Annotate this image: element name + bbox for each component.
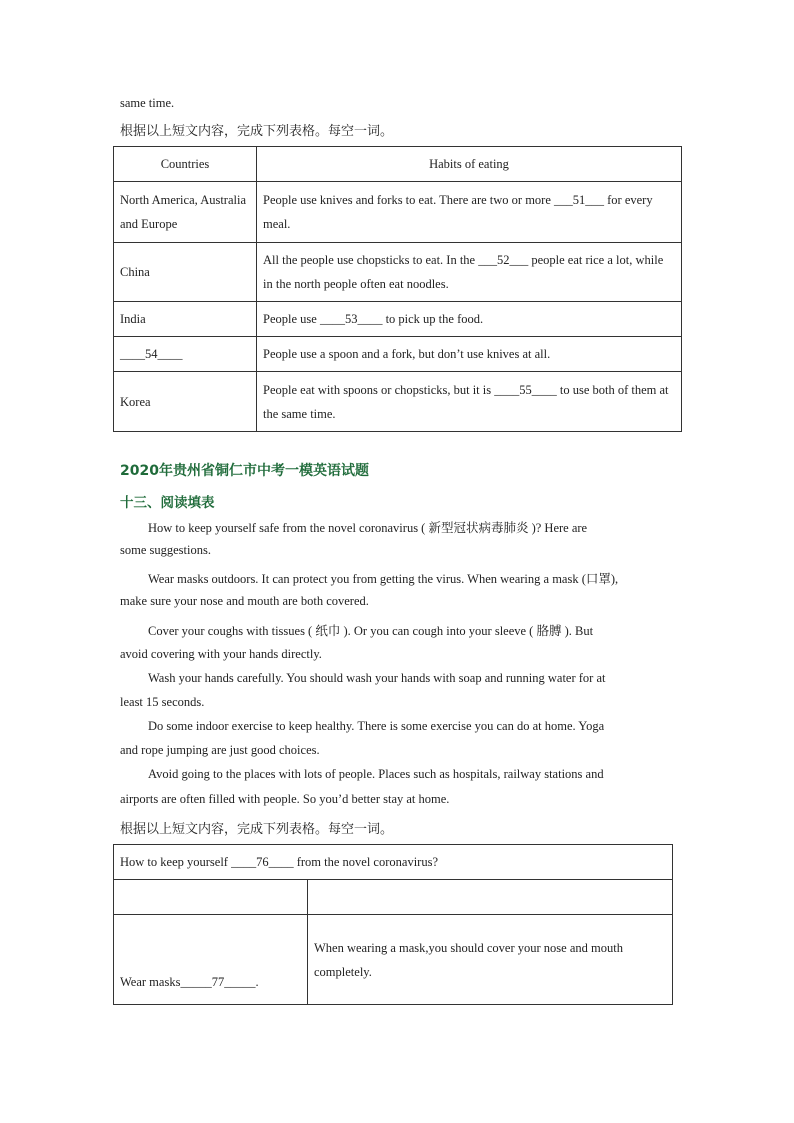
mask-instruction-cell: When wearing a mask,you should cover your nose and mouth completely. bbox=[308, 915, 673, 1005]
blank-76[interactable]: ____76____ bbox=[231, 855, 294, 869]
blank-51[interactable]: ___51___ bbox=[554, 193, 604, 207]
paragraph-2-line-2: make sure your nose and mouth are both covered. bbox=[120, 594, 369, 608]
question-text: How to keep yourself bbox=[120, 855, 232, 869]
paragraph-4-line-2: least 15 seconds. bbox=[120, 695, 205, 709]
coronavirus-table bbox=[113, 844, 673, 1005]
table-header-row bbox=[114, 147, 682, 182]
table-row bbox=[114, 302, 682, 337]
same-time-text: same time. bbox=[120, 96, 175, 110]
empty-cell bbox=[308, 880, 673, 915]
period-text: . bbox=[255, 975, 259, 989]
habit-cell: People use a spoon and a fork, but don’t use knives at all. bbox=[257, 337, 682, 372]
question-text: from the novel coronavirus? bbox=[293, 855, 438, 869]
paragraph-3-line-2: avoid covering with your hands directly. bbox=[120, 647, 322, 661]
habit-text: to pick up the food. bbox=[382, 312, 484, 326]
blank-52[interactable]: ___52___ bbox=[478, 253, 529, 267]
blank-77[interactable]: _____77_____ bbox=[180, 975, 256, 989]
country-cell: China bbox=[114, 243, 257, 302]
country-cell: Korea bbox=[114, 372, 257, 432]
table-row bbox=[114, 337, 682, 372]
habit-cell bbox=[257, 302, 682, 337]
question-cell bbox=[114, 845, 673, 880]
instruction-2: 根据以上短文内容，完成下列表格。每空一词。 bbox=[120, 822, 394, 837]
country-cell: North America, Australia and Europe bbox=[114, 182, 257, 243]
habit-cell bbox=[257, 243, 682, 302]
table-row bbox=[114, 182, 682, 243]
habit-text: People use knives and forks to eat. There are two or more bbox=[263, 193, 554, 207]
paragraph-5-line-1: Do some indoor exercise to keep healthy. There is some exercise you can do at home. Yoga bbox=[148, 719, 605, 733]
eating-habits-table bbox=[113, 146, 682, 432]
header-habits: Habits of eating bbox=[257, 147, 682, 182]
habit-cell bbox=[257, 182, 682, 243]
country-blank-54[interactable]: ____54____ bbox=[114, 337, 257, 372]
wear-masks-text: Wear masks bbox=[120, 975, 181, 989]
habit-text: All the people use chopsticks to eat. In the bbox=[263, 253, 479, 267]
paragraph-1-line-2: some suggestions. bbox=[120, 543, 211, 557]
paragraph-5-line-2: and rope jumping are just good choices. bbox=[120, 743, 320, 757]
habit-text: People eat with spoons or chopsticks, but it is bbox=[263, 382, 495, 397]
empty-cell bbox=[114, 880, 308, 915]
habit-cell bbox=[257, 372, 682, 432]
section-title: 2020年贵州省铜仁市中考一模英语试题 bbox=[120, 463, 369, 479]
wear-masks-cell bbox=[114, 915, 308, 1005]
paragraph-6-line-2: airports are often filled with people. So you’d better stay at home. bbox=[120, 792, 450, 806]
table-row bbox=[114, 372, 682, 432]
blank-53[interactable]: ____53____ bbox=[319, 312, 383, 326]
paragraph-3-line-1: Cover your coughs with tissues ( 纸巾 ). Or you can cough into your sleeve ( 胳膊 ). But bbox=[148, 624, 594, 638]
country-cell: India bbox=[114, 302, 257, 337]
paragraph-2-line-1: Wear masks outdoors. It can protect you from getting the virus. When wearing a mask (口罩), bbox=[148, 572, 619, 586]
habit-text: People use bbox=[263, 312, 320, 326]
paragraph-4-line-1: Wash your hands carefully. You should wash your hands with soap and running water for at bbox=[148, 671, 606, 685]
habit-text: to use both of them at the same time. bbox=[263, 382, 669, 421]
table-row bbox=[114, 915, 673, 1005]
blank-55[interactable]: ____55____ bbox=[494, 382, 557, 397]
instruction-1: 根据以上短文内容，完成下列表格。每空一词。 bbox=[120, 124, 394, 139]
table-header-row bbox=[114, 845, 673, 880]
paragraph-1-line-1: How to keep yourself safe from the novel coronavirus ( 新型冠状病毒肺炎 )? Here are bbox=[148, 521, 588, 535]
table-row bbox=[114, 243, 682, 302]
habit-text: people eat rice a lot, while in the north people often eat noodles. bbox=[263, 253, 664, 291]
habit-text: for every meal. bbox=[263, 193, 653, 231]
header-countries: Countries bbox=[114, 147, 257, 182]
paragraph-6-line-1: Avoid going to the places with lots of people. Places such as hospitals, railway stations and bbox=[148, 767, 604, 781]
table-row bbox=[114, 880, 673, 915]
section-subtitle: 十三、阅读填表 bbox=[120, 495, 215, 511]
